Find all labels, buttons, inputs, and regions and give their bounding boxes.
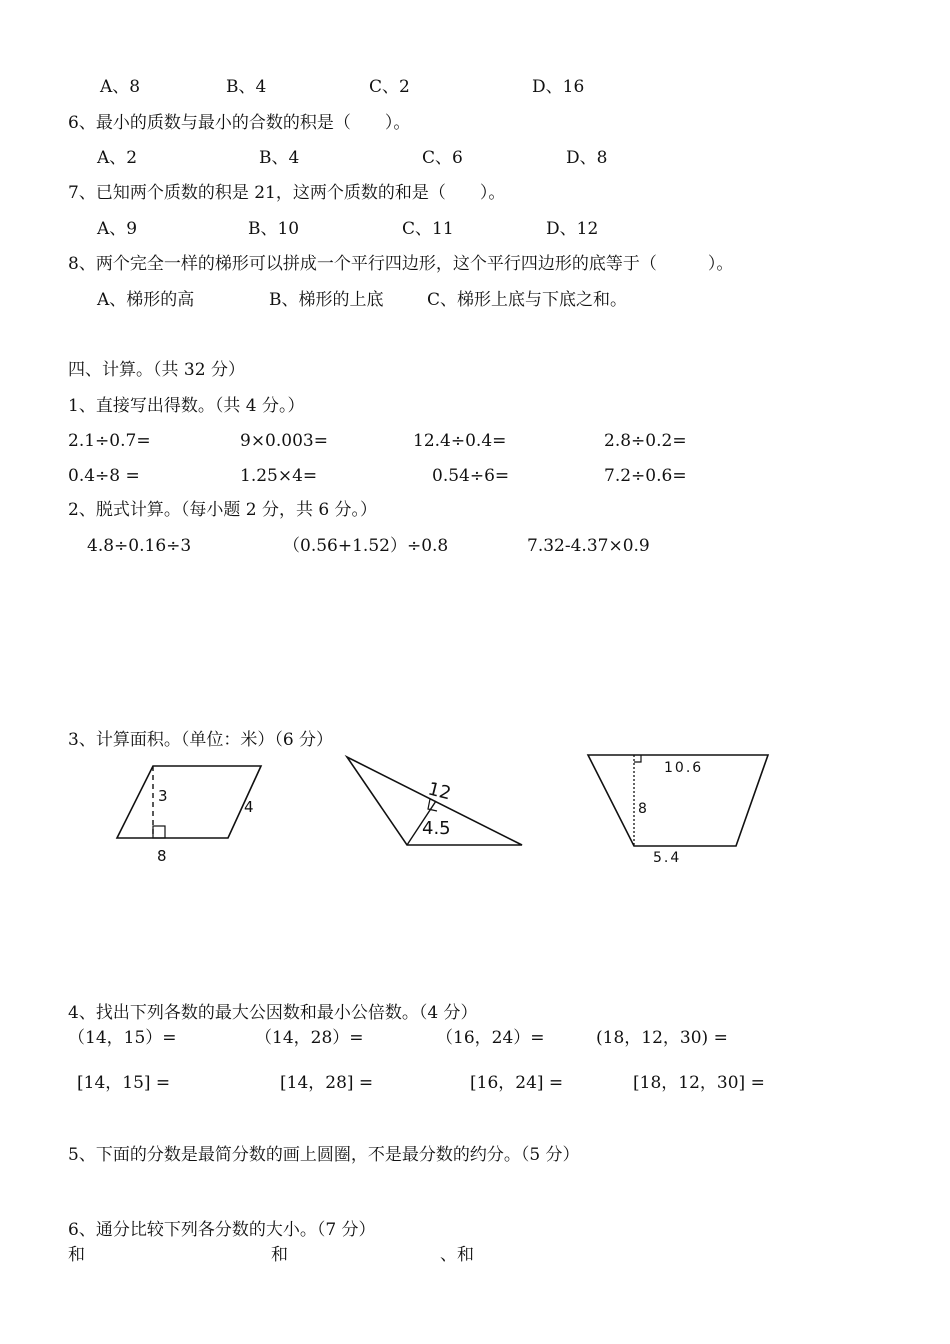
part2-title: 2、脱式计算。（每小题 2 分，共 6 分。） bbox=[68, 500, 378, 520]
gcd-item-3: （16，24）= bbox=[436, 1028, 545, 1048]
q7-option-c: C、11 bbox=[402, 219, 454, 239]
trapezoid-top-label: 10.6 bbox=[664, 760, 704, 776]
gcd-item-1: （14，15）= bbox=[68, 1028, 177, 1048]
q8-option-c: C、梯形上底与下底之和。 bbox=[427, 290, 628, 310]
q8-option-b: B、梯形的上底 bbox=[269, 290, 384, 310]
compare-item-2: 和 bbox=[271, 1245, 288, 1265]
mental-calc-4: 2.8÷0.2= bbox=[604, 431, 687, 451]
stepwise-calc-2: （0.56+1.52）÷0.8 bbox=[283, 536, 449, 556]
q6-option-b: B、4 bbox=[259, 148, 300, 168]
part5-title: 5、下面的分数是最简分数的画上圆圈，不是最分数的约分。（5 分） bbox=[68, 1145, 580, 1165]
mental-calc-7: 0.54÷6= bbox=[432, 466, 510, 486]
gcd-item-2: （14，28）= bbox=[255, 1028, 364, 1048]
trapezoid-bottom-label: 5.4 bbox=[653, 850, 682, 866]
triangle-figure bbox=[340, 750, 530, 850]
part6-title: 6、通分比较下列各分数的大小。（7 分） bbox=[68, 1220, 376, 1240]
compare-item-3: 、和 bbox=[440, 1245, 474, 1265]
q6-stem: 6、最小的质数与最小的合数的积是（ ）。 bbox=[68, 113, 411, 133]
mental-calc-8: 7.2÷0.6= bbox=[604, 466, 687, 486]
q7-option-b: B、10 bbox=[248, 219, 300, 239]
stepwise-calc-1: 4.8÷0.16÷3 bbox=[87, 536, 192, 556]
stepwise-calc-3: 7.32-4.37×0.9 bbox=[527, 536, 650, 556]
mental-calc-2: 9×0.003= bbox=[240, 431, 328, 451]
part1-title: 1、直接写出得数。（共 4 分。） bbox=[68, 396, 305, 416]
lcm-item-3: [16，24] = bbox=[470, 1073, 564, 1093]
trapezoid-height-label: 8 bbox=[638, 801, 647, 817]
q7-stem: 7、已知两个质数的积是 21，这两个质数的和是（ ）。 bbox=[68, 183, 506, 203]
triangle-side-label: 12 bbox=[425, 778, 454, 805]
mental-calc-5: 0.4÷8 = bbox=[68, 466, 140, 486]
q5-option-b: B、4 bbox=[226, 77, 267, 97]
trapezoid-figure bbox=[583, 750, 773, 870]
lcm-item-1: [14，15] = bbox=[77, 1073, 171, 1093]
q8-option-a: A、梯形的高 bbox=[97, 290, 195, 310]
parallelogram-base-label: 8 bbox=[157, 847, 167, 865]
part4-title: 4、找出下列各数的最大公因数和最小公倍数。（4 分） bbox=[68, 1003, 478, 1023]
q5-option-a: A、8 bbox=[100, 77, 141, 97]
q7-option-d: D、12 bbox=[546, 219, 599, 239]
mental-calc-3: 12.4÷0.4= bbox=[413, 431, 507, 451]
q5-option-d: D、16 bbox=[532, 77, 585, 97]
right-angle-mark bbox=[153, 826, 165, 838]
parallelogram-side-label: 4 bbox=[244, 798, 254, 816]
compare-item-1: 和 bbox=[68, 1245, 85, 1265]
mental-calc-6: 1.25×4= bbox=[240, 466, 318, 486]
right-angle-mark bbox=[634, 755, 641, 762]
lcm-item-2: [14，28] = bbox=[280, 1073, 374, 1093]
lcm-item-4: [18，12，30] = bbox=[633, 1073, 765, 1093]
mental-calc-1: 2.1÷0.7= bbox=[68, 431, 151, 451]
q6-option-a: A、2 bbox=[97, 148, 138, 168]
q8-stem: 8、两个完全一样的梯形可以拼成一个平行四边形，这个平行四边形的底等于（ ）。 bbox=[68, 254, 734, 274]
section4-heading: 四、计算。（共 32 分） bbox=[68, 360, 245, 380]
part3-title: 3、计算面积。（单位：米）（6 分） bbox=[68, 730, 334, 750]
q5-option-c: C、2 bbox=[369, 77, 410, 97]
q7-option-a: A、9 bbox=[97, 219, 138, 239]
parallelogram-height-label: 3 bbox=[158, 787, 168, 805]
triangle-height-label: 4.5 bbox=[422, 818, 451, 839]
q6-option-d: D、8 bbox=[566, 148, 608, 168]
gcd-item-4: (18，12，30) = bbox=[596, 1028, 728, 1048]
parallelogram-shape bbox=[117, 766, 261, 838]
parallelogram-figure bbox=[110, 758, 280, 870]
q6-option-c: C、6 bbox=[422, 148, 463, 168]
